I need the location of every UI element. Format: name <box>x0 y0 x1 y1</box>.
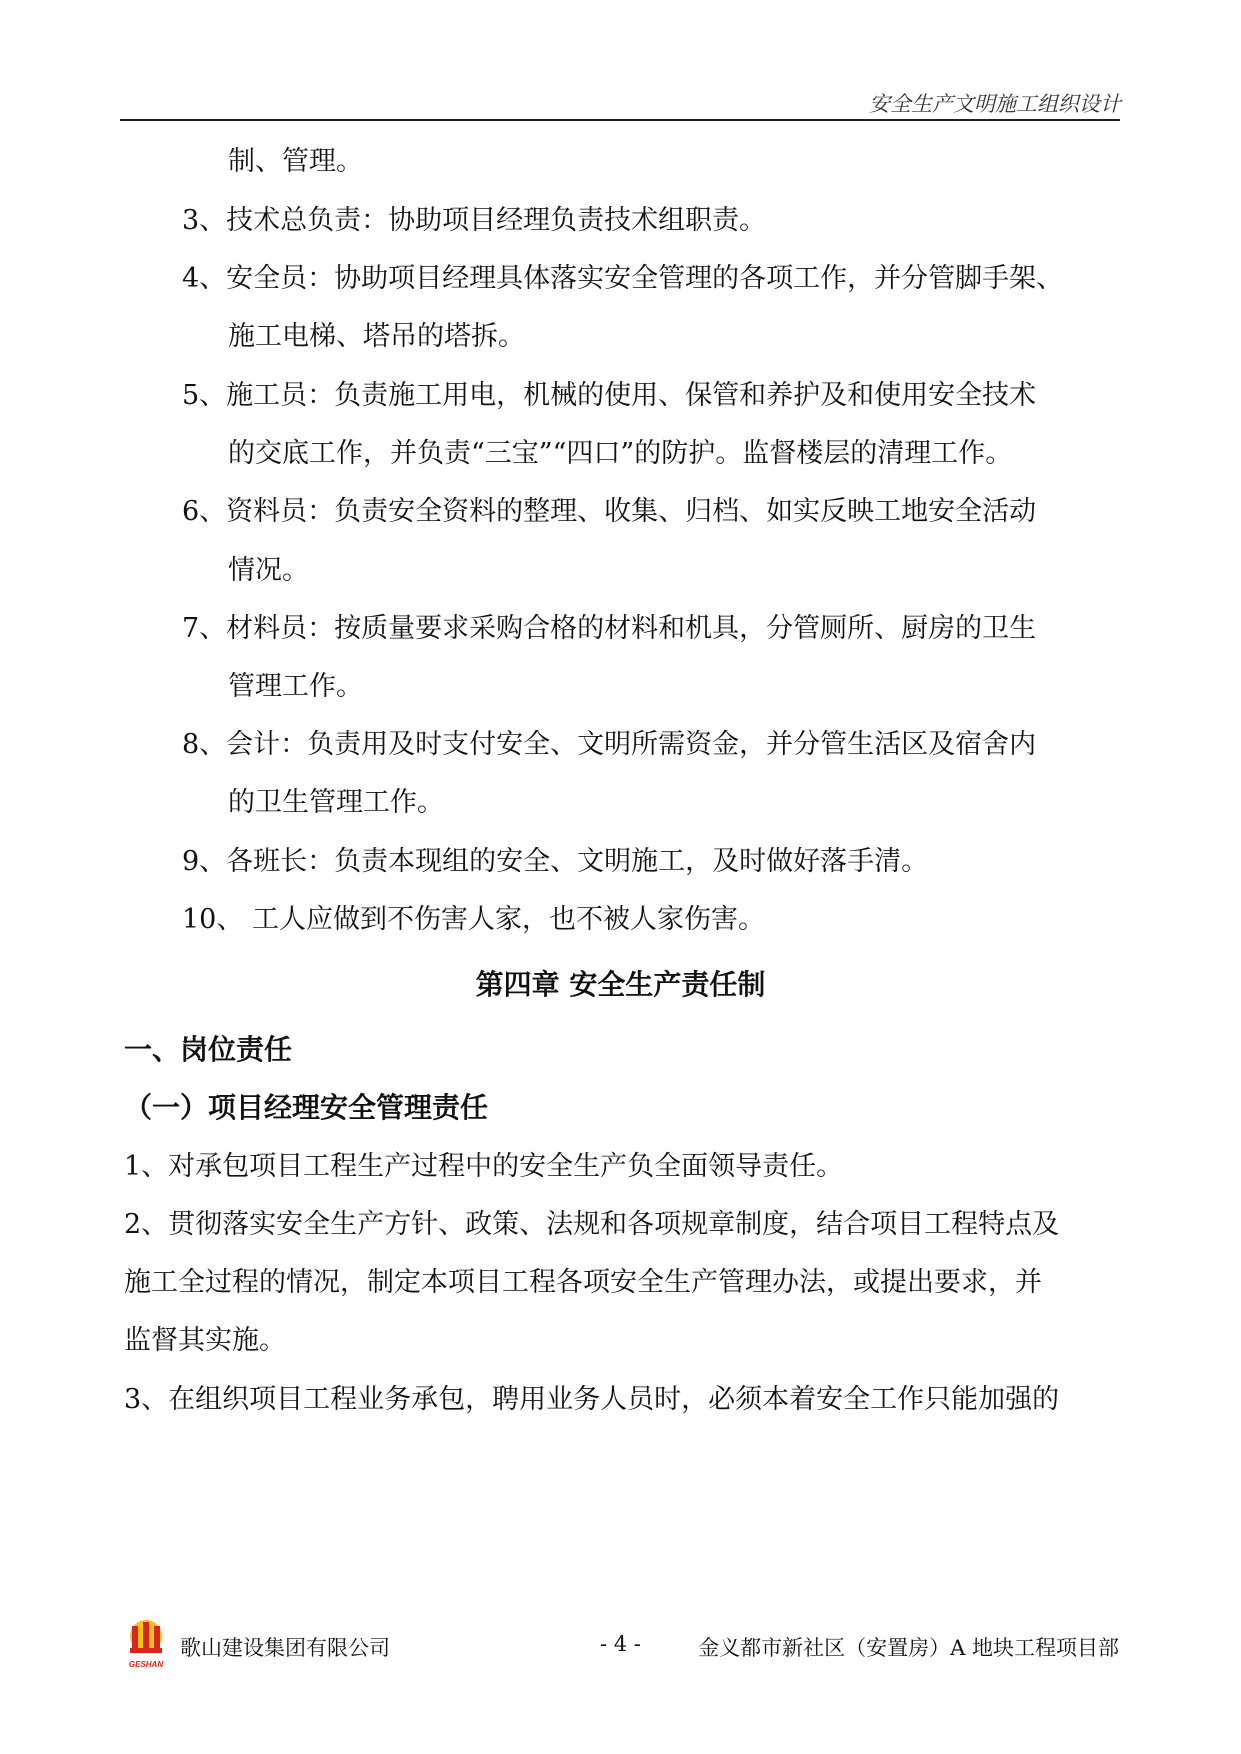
subsection-heading: （一）项目经理安全管理责任 <box>124 1091 489 1124</box>
header-title: 安全生产文明施工组织设计 <box>869 92 1121 116</box>
header-rule <box>120 119 1120 121</box>
text-line: 6、资料员：负责安全资料的整理、收集、归档、如实反映工地安全活动 <box>182 496 1037 527</box>
text-line: 5、施工员：负责施工用电，机械的使用、保管和养护及和使用安全技术 <box>182 380 1037 411</box>
company-logo <box>124 1618 168 1670</box>
text-line: 8、会计：负责用及时支付安全、文明所需资金，并分管生活区及宿舍内 <box>182 729 1037 760</box>
text-line: 2、贯彻落实安全生产方针、政策、法规和各项规章制度，结合项目工程特点及 <box>124 1209 1060 1240</box>
footer-company: 歌山建设集团有限公司 <box>180 1636 390 1660</box>
text-line: 施工全过程的情况，制定本项目工程各项安全生产管理办法，或提出要求，并 <box>124 1267 1042 1298</box>
text-line: 施工电梯、塔吊的塔拆。 <box>228 321 525 352</box>
text-line: 7、材料员：按质量要求采购合格的材料和机具，分管厕所、厨房的卫生 <box>182 613 1037 644</box>
text-line: 管理工作。 <box>228 671 363 702</box>
text-line: 3、技术总负责：协助项目经理负责技术组职责。 <box>182 205 767 236</box>
text-line: 4、安全员：协助项目经理具体落实安全管理的各项工作，并分管脚手架、 <box>182 263 1064 294</box>
text-line: 情况。 <box>228 555 309 586</box>
text-line: 3、在组织项目工程业务承包，聘用业务人员时，必须本着安全工作只能加强的 <box>124 1384 1060 1415</box>
section-heading: 一、岗位责任 <box>124 1033 293 1066</box>
text-line: 制、管理。 <box>228 146 363 177</box>
text-line: 的交底工作，并负责“三宝”“四口”的防护。监督楼层的清理工作。 <box>228 438 1013 469</box>
text-line: 10、 工人应做到不伤害人家，也不被人家伤害。 <box>182 904 765 935</box>
logo-text: GESHAN <box>128 1660 164 1669</box>
text-line: 监督其实施。 <box>124 1325 286 1356</box>
text-line: 1、对承包项目工程生产过程中的安全生产负全面领导责任。 <box>124 1151 844 1182</box>
footer-project: 金义都市新社区（安置房）A 地块工程项目部 <box>698 1636 1119 1660</box>
text-line: 9、各班长：负责本现组的安全、文明施工，及时做好落手清。 <box>182 846 929 877</box>
text-line: 的卫生管理工作。 <box>228 787 444 818</box>
chapter-title: 第四章 安全生产责任制 <box>475 968 766 1001</box>
footer-page-number: - 4 - <box>600 1632 641 1656</box>
